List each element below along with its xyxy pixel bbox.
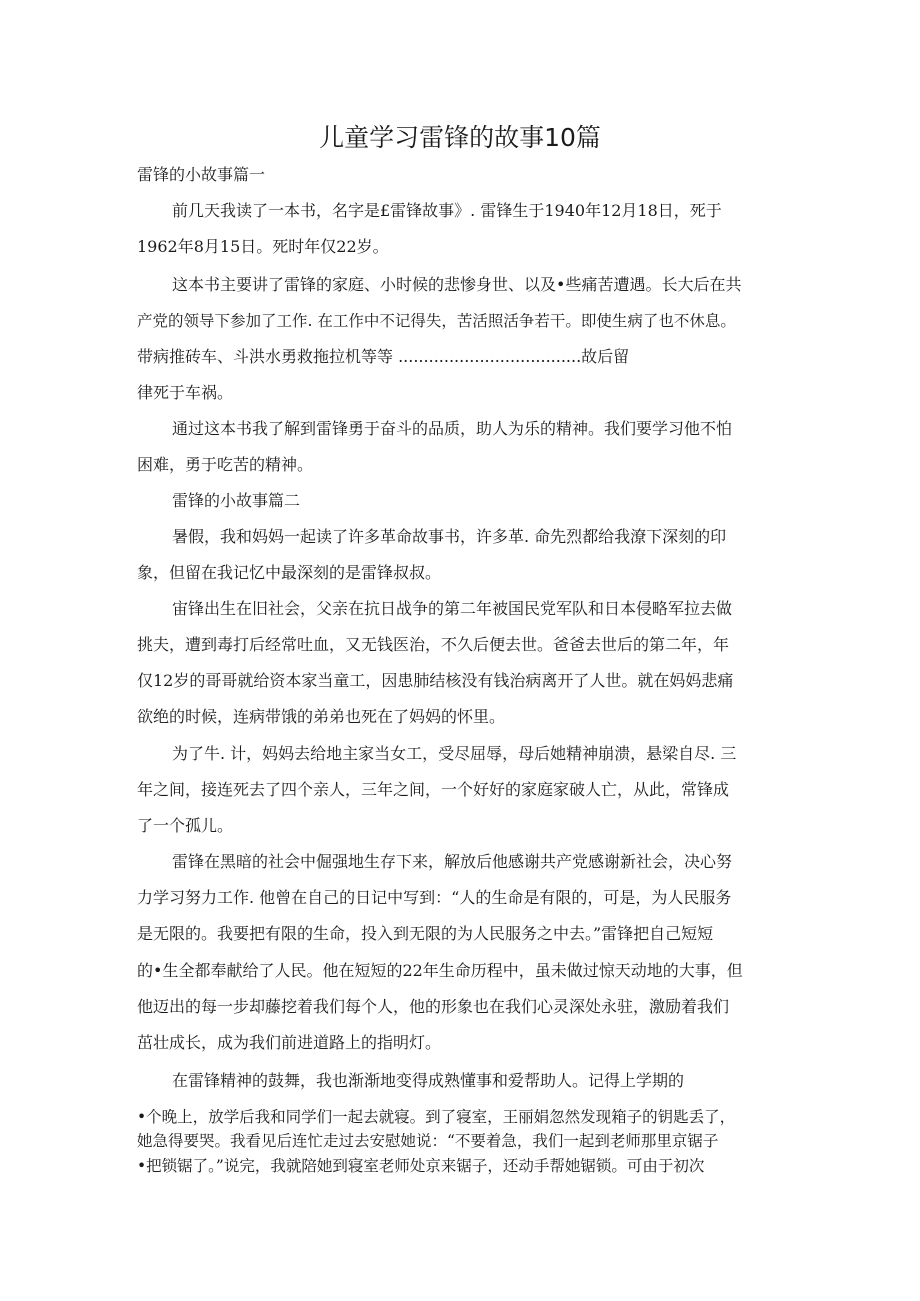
paragraph-line: 这本书主要讲了雷锋的家庭、小时候的悲惨身世、以及•些痛苦遭遇。长大后在共 (172, 275, 742, 294)
section-heading-1: 雷锋的小故事篇一 (137, 165, 266, 184)
paragraph-line: 她急得要哭。我看见后连忙走过去安慰她说：“不要着急，我们一起到老师那里京锯子 (137, 1132, 719, 1150)
paragraph-line: 茁壮成长，成为我们前进道路上的指明灯。 (137, 1033, 442, 1052)
paragraph-line: 暑假，我和妈妈一起读了许多革命故事书，许多革. 命先烈都给我潦下深刻的印 (172, 527, 727, 546)
paragraph-line: 仅12岁的哥哥就给资本家当童工，因患肺结核没有钱治病离开了人世。就在妈妈悲痛 (137, 671, 734, 690)
paragraph-line: 雷锋在黑暗的社会中倔强地生存下来，解放后他感谢共产党感谢新社会，决心努 (172, 852, 733, 871)
paragraph-line: 欲绝的时候，连病带饿的弟弟也死在了妈妈的怀里。 (137, 707, 506, 726)
document-title: 儿童学习雷锋的故事10篇 (319, 123, 601, 152)
paragraph-line: 产党的领导下参加了工作. 在工作中不记得失，苦活照活争若干。即使生病了也不休息。 (137, 312, 736, 330)
paragraph-line: 力学习努力工作. 他曾在自己的日记中写到：“人的生命是有限的，可是，为人民服务 (137, 888, 732, 907)
section-heading-2: 雷锋的小故事篇二 (172, 491, 301, 510)
paragraph-line: 年之间，接连死去了四个亲人，三年之间，一个好好的家庭家破人亡，从此，常锋成 (137, 780, 730, 799)
paragraph-line: 通过这本书我了解到雷锋勇于奋斗的品质，助人为乐的精神。我们要学习他不怕 (172, 419, 733, 438)
paragraph-line: 挑夫，遭到毒打后经常吐血，又无钱医治，不久后便去世。爸爸去世后的第二年，年 (137, 635, 730, 654)
paragraph-line: 1962年8月15日。死时年仅22岁。 (137, 237, 389, 256)
paragraph-line: 律死于车祸。 (137, 383, 234, 402)
paragraph-line: 象，但留在我记忆中最深刻的是雷锋叔叔。 (137, 563, 442, 582)
paragraph-line: 困难，勇于吃苦的精神。 (137, 455, 314, 474)
paragraph-line: 的•生全都奉献给了人民。他在短短的22年生命历程中，虽未做过惊天动地的大事，但 (137, 961, 743, 980)
paragraph-line: 前几天我读了一本书，名字是£雷锋故事》. 雷锋生于1940年12月18日，死于 (172, 201, 722, 220)
paragraph-line: 宙锋出生在旧社会，父亲在抗日战争的第二年被国民党军队和日本侵略军拉去做 (172, 599, 733, 618)
paragraph-line: 为了牛. 计，妈妈去给地主家当女工，受尽屈辱，母后她精神崩溃，悬梁自尽. 三 (172, 744, 737, 763)
paragraph-line: 带病推砖车、斗洪水勇救拖拉机等等 ....................................故后留 (137, 347, 630, 366)
paragraph-line: 他迈出的每一步却藤挖着我们每个人，他的形象也在我们心灵深处永驻，激励着我们 (137, 997, 730, 1016)
paragraph-line: •把锁锯了。”说完，我就陪她到寝室老师处京来锯子，还动手帮她锯锁。可由于初次 (137, 1157, 705, 1175)
paragraph-line: 了一个孤儿。 (137, 816, 234, 835)
paragraph-line: 在雷锋精神的鼓舞，我也渐渐地变得成熟懂事和爱帮助人。记得上学期的 (172, 1071, 685, 1090)
paragraph-line: •个晚上，放学后我和同学们一起去就寝。到了寝室，王丽娟忽然发现箱子的钥匙丢了， (137, 1108, 736, 1126)
paragraph-line: 是无限的。我要把有限的生命，投入到无限的为人民服务之中去。”雷锋把自己短短 (137, 924, 714, 943)
